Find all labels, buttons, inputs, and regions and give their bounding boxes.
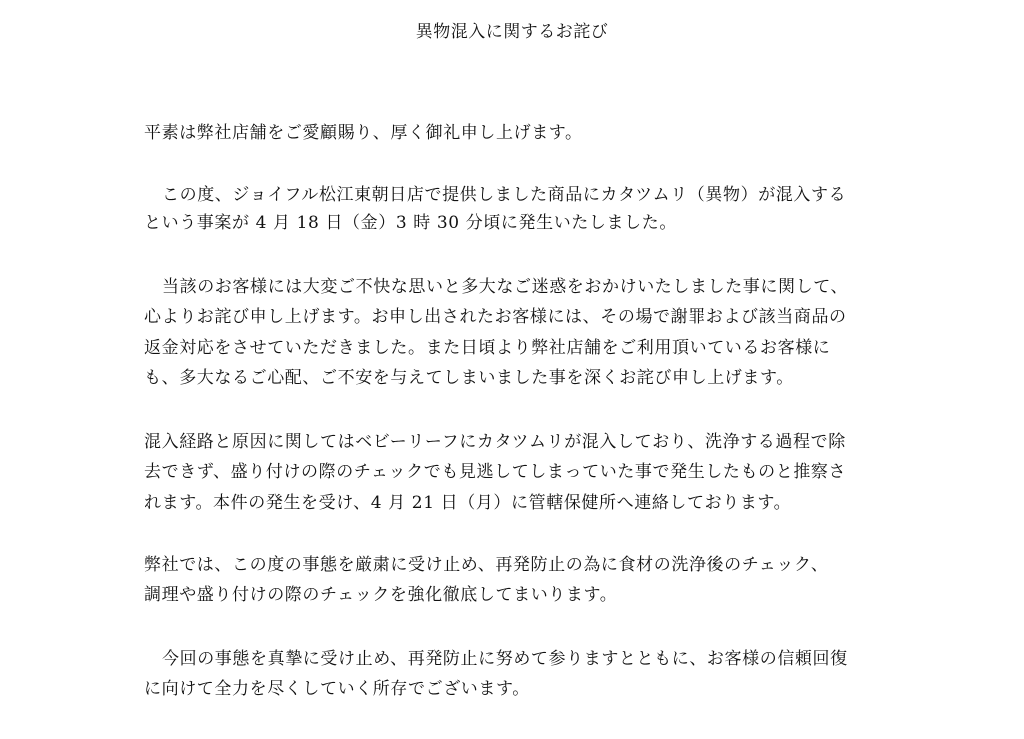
document-title: 異物混入に関するお詫び	[415, 22, 609, 42]
paragraph-5-line-2: 調理や盛り付けの際のチェックを強化徹底してまいります。	[144, 585, 618, 605]
paragraph-3-line-1: 当該のお客様には大変ご不快な思いと多大なご迷惑をおかけいたしました事に関して、	[162, 277, 849, 297]
paragraph-3-line-2: 心よりお詫び申し上げます。お申し出されたお客様には、その場で謝罪および該当商品の	[144, 307, 847, 327]
paragraph-4-line-2: 去できず、盛り付けの際のチェックでも見逃してしまっていた事で発生したものと推察さ	[144, 462, 847, 482]
paragraph-4-line-3: れます。本件の発生を受け、4 月 21 日（月）に管轄保健所へ連絡しております。	[144, 493, 792, 513]
paragraph-2-line-2: という事案が 4 月 18 日（金）3 時 30 分頃に発生いたしました。	[144, 213, 677, 233]
paragraph-2-line-1: この度、ジョイフル松江東朝日店で提供しました商品にカタツムリ（異物）が混入する	[162, 185, 847, 205]
paragraph-3-line-3: 返金対応をさせていただきました。また日頃より弊社店舗をご利用頂いているお客様に	[144, 338, 831, 358]
paragraph-1-line-1: 平素は弊社店舗をご愛顧賜り、厚く御礼申し上げます。	[144, 123, 583, 143]
paragraph-5-line-1: 弊社では、この度の事態を厳粛に受け止め、再発防止の為に食材の洗浄後のチェック、	[144, 555, 829, 575]
paragraph-4-line-1: 混入経路と原因に関してはベビーリーフにカタツムリが混入しており、洗浄する過程で除	[144, 432, 846, 452]
paragraph-6-line-2: に向けて全力を尽くしていく所存でございます。	[144, 679, 530, 699]
paragraph-3-line-4: も、多大なるご心配、ご不安を与えてしまいました事を深くお詫び申し上げます。	[144, 368, 794, 388]
paragraph-6-line-1: 今回の事態を真摯に受け止め、再発防止に努めて参りますとともに、お客様の信頼回復	[162, 649, 848, 669]
